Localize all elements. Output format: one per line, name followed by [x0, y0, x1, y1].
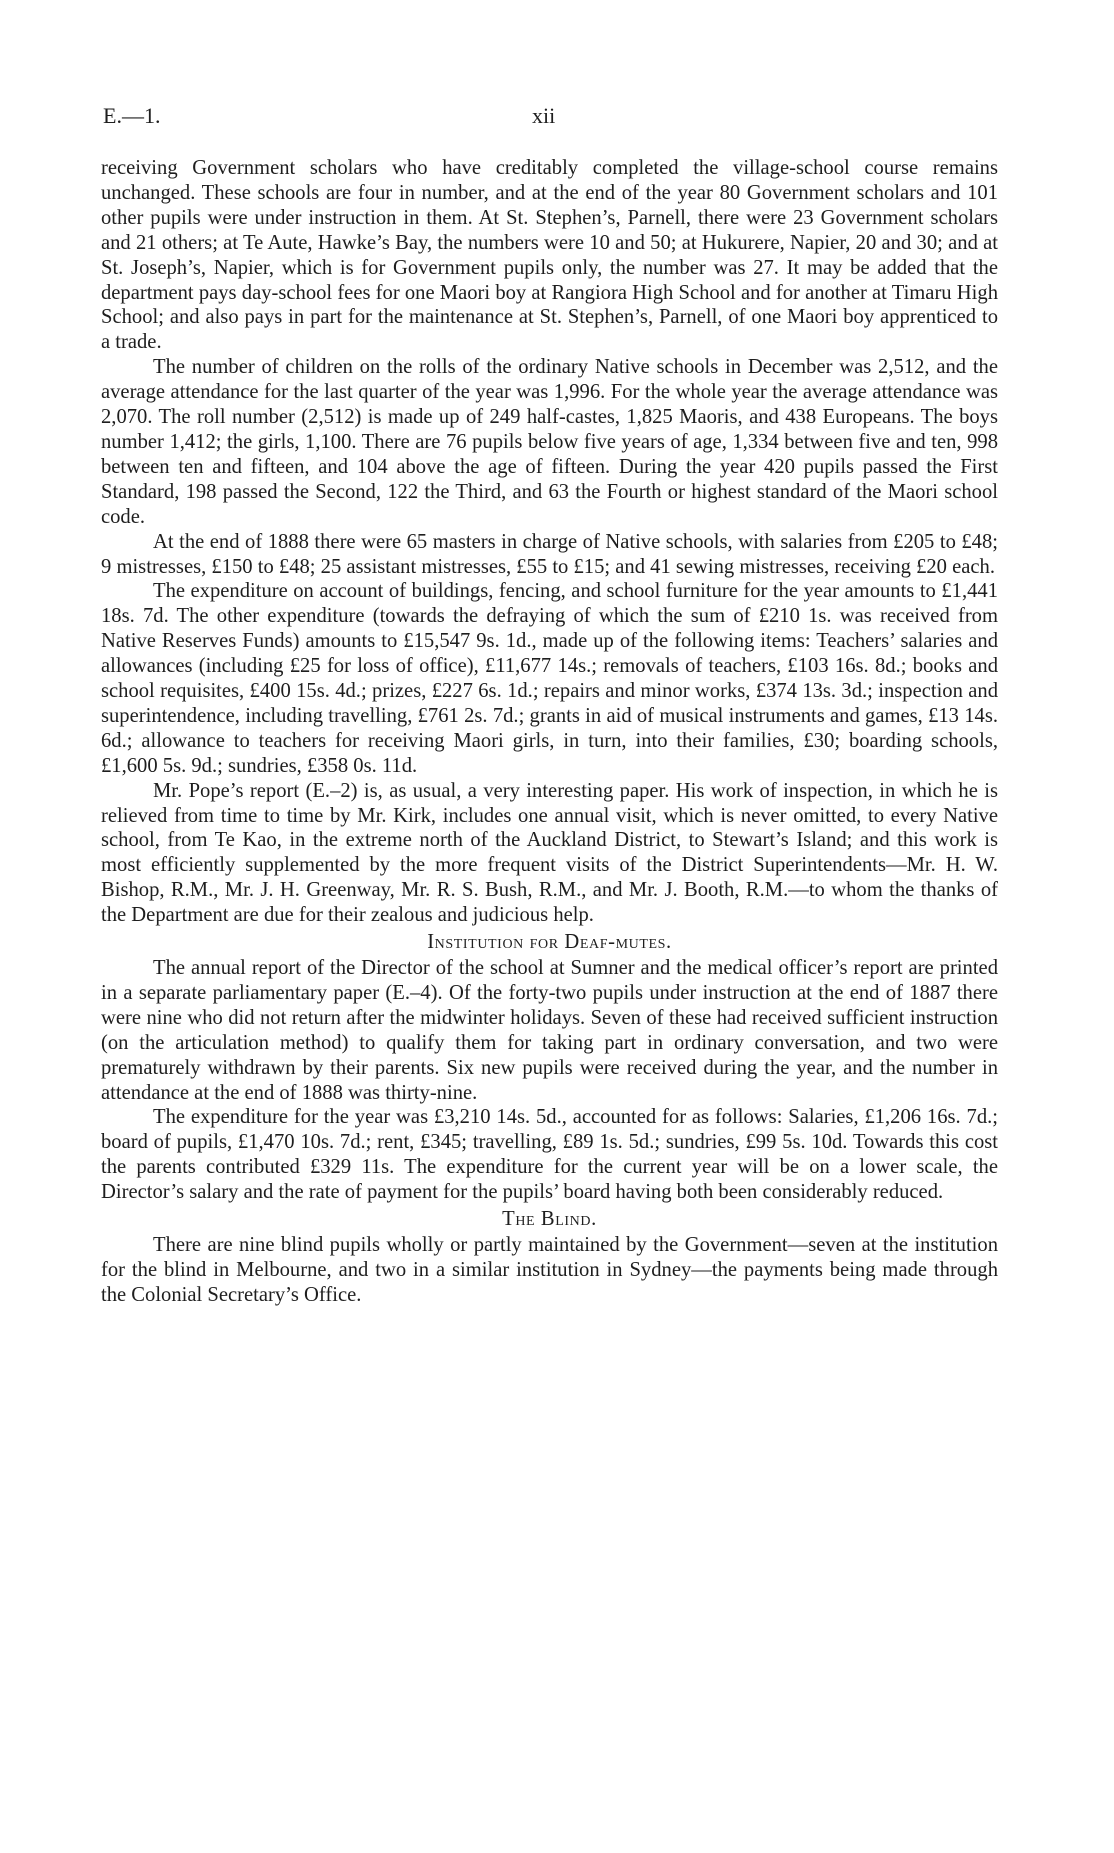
- document-reference: E.—1.: [103, 103, 161, 128]
- section-heading-blind: The Blind.: [502, 1208, 597, 1231]
- paragraph-blind-pupils: There are nine blind pupils wholly or partly maintained by the Government—seven at the institution for the blind in Melbourne, and two in a similar institution in Sydney—the payments being made through the Colonial Secretary’s Office.: [101, 1233, 998, 1306]
- body-text: [101, 156, 998, 1308]
- paragraph-deaf-mutes-expenditure: The expenditure for the year was £3,210 14s. 5d., accounted for as follows: Salaries, £1,206 16s. 7d.; board of pupils, £1,470 10s. 7d.; rent, £345; travelling, £89 1s. 5d.; sundries, £99 5s. 10d. Towards this cost the parents contributed £329 11s. The expenditure for the current year will be on a lower scale, the Director’s salary and the rate of payment for the pupils’ board having both been considerably reduced.: [101, 1106, 998, 1204]
- paragraph-native-school-expenditure: The expenditure on account of buildings, fencing, and school furniture for the year amounts to £1,441 18s. 7d. The other expenditure (towards the defraying of which the sum of £210 1s. was received from Native Reserves Funds) amounts to £15,547 9s. 1d., made up of the following items: Teachers’ salaries and allowances (including £25 for loss of office), £11,677 14s.; removals of teachers, £103 16s. 8d.; books and school requisites, £400 15s. 4d.; prizes, £227 6s. 1d.; repairs and minor works, £374 13s. 3d.; inspection and superintendence, including travelling, £761 2s. 7d.; grants in aid of musical instruments and games, £13 14s. 6d.; allowance to teachers for receiving Maori girls, in turn, into their families, £30; boarding schools, £1,600 5s. 9d.; sundries, £358 0s. 11d.: [101, 580, 998, 777]
- page-header: [103, 103, 993, 137]
- section-heading-deaf-mutes: Institution for Deaf-mutes.: [427, 931, 672, 954]
- page-number: xii: [532, 103, 556, 128]
- paragraph-inspection-report: Mr. Pope’s report (E.–2) is, as usual, a very interesting paper. His work of inspection, in which he is relieved from time to time by Mr. Kirk, includes one annual visit, which is never omitted, to every Native school, from Te Kao, in the extreme north of the Auckland District, to Stewart’s Island; and this work is most efficiently supplemented by the more frequent visits of the District Superintendents—Mr. H. W. Bishop, R.M., Mr. J. H. Greenway, Mr. R. S. Bush, R.M., and Mr. J. Booth, R.M.—to whom the thanks of the Department are due for their zealous and judicious help.: [101, 779, 998, 927]
- paragraph-native-school-staff: At the end of 1888 there were 65 masters in charge of Native schools, with salaries from £205 to £48; 9 mistresses, £150 to £48; 25 assistant mistresses, £55 to £15; and 41 sewing mistresses, receiving £20 each.: [101, 530, 998, 578]
- paragraph-deaf-mutes-report: The annual report of the Director of the school at Sumner and the medical officer’s report are printed in a separate parliamentary paper (E.–4). Of the forty-two pupils under instruction at the end of 1887 there were nine who did not return after the midwinter holidays. Seven of these had received sufficient instruction (on the articulation method) to qualify them for taking part in ordinary conversation, and two were prematurely withdrawn by their parents. Six new pupils were received during the year, and the number in attendance at the end of 1888 was thirty-nine.: [101, 957, 998, 1104]
- paragraph-continuation: receiving Government scholars who have creditably completed the village-school course remains unchanged. These schools are four in number, and at the end of the year 80 Government scholars and 101 other pupils were under instruction in them. At St. Stephen’s, Parnell, there were 23 Government scholars and 21 others; at Te Aute, Hawke’s Bay, the numbers were 10 and 50; at Hukurere, Napier, 20 and 30; and at St. Joseph’s, Napier, which is for Government pupils only, the number was 27. It may be added that the department pays day-school fees for one Maori boy at Rangiora High School and for another at Timaru High School; and also pays in part for the maintenance at St. Stephen’s, Parnell, of one Maori boy apprenticed to a trade.: [101, 157, 998, 354]
- paragraph-native-school-rolls: The number of children on the rolls of the ordinary Native schools in December was 2,512, and the average attendance for the last quarter of the year was 1,996. For the whole year the average attendance was 2,070. The roll number (2,512) is made up of 249 half-castes, 1,825 Maoris, and 438 Europeans. The boys number 1,412; the girls, 1,100. There are 76 pupils below five years of age, 1,334 between five and ten, 998 between ten and fifteen, and 104 above the age of fifteen. During the year 420 pupils passed the First Standard, 198 passed the Second, 122 the Third, and 63 the Fourth or highest standard of the Maori school code.: [101, 356, 998, 528]
